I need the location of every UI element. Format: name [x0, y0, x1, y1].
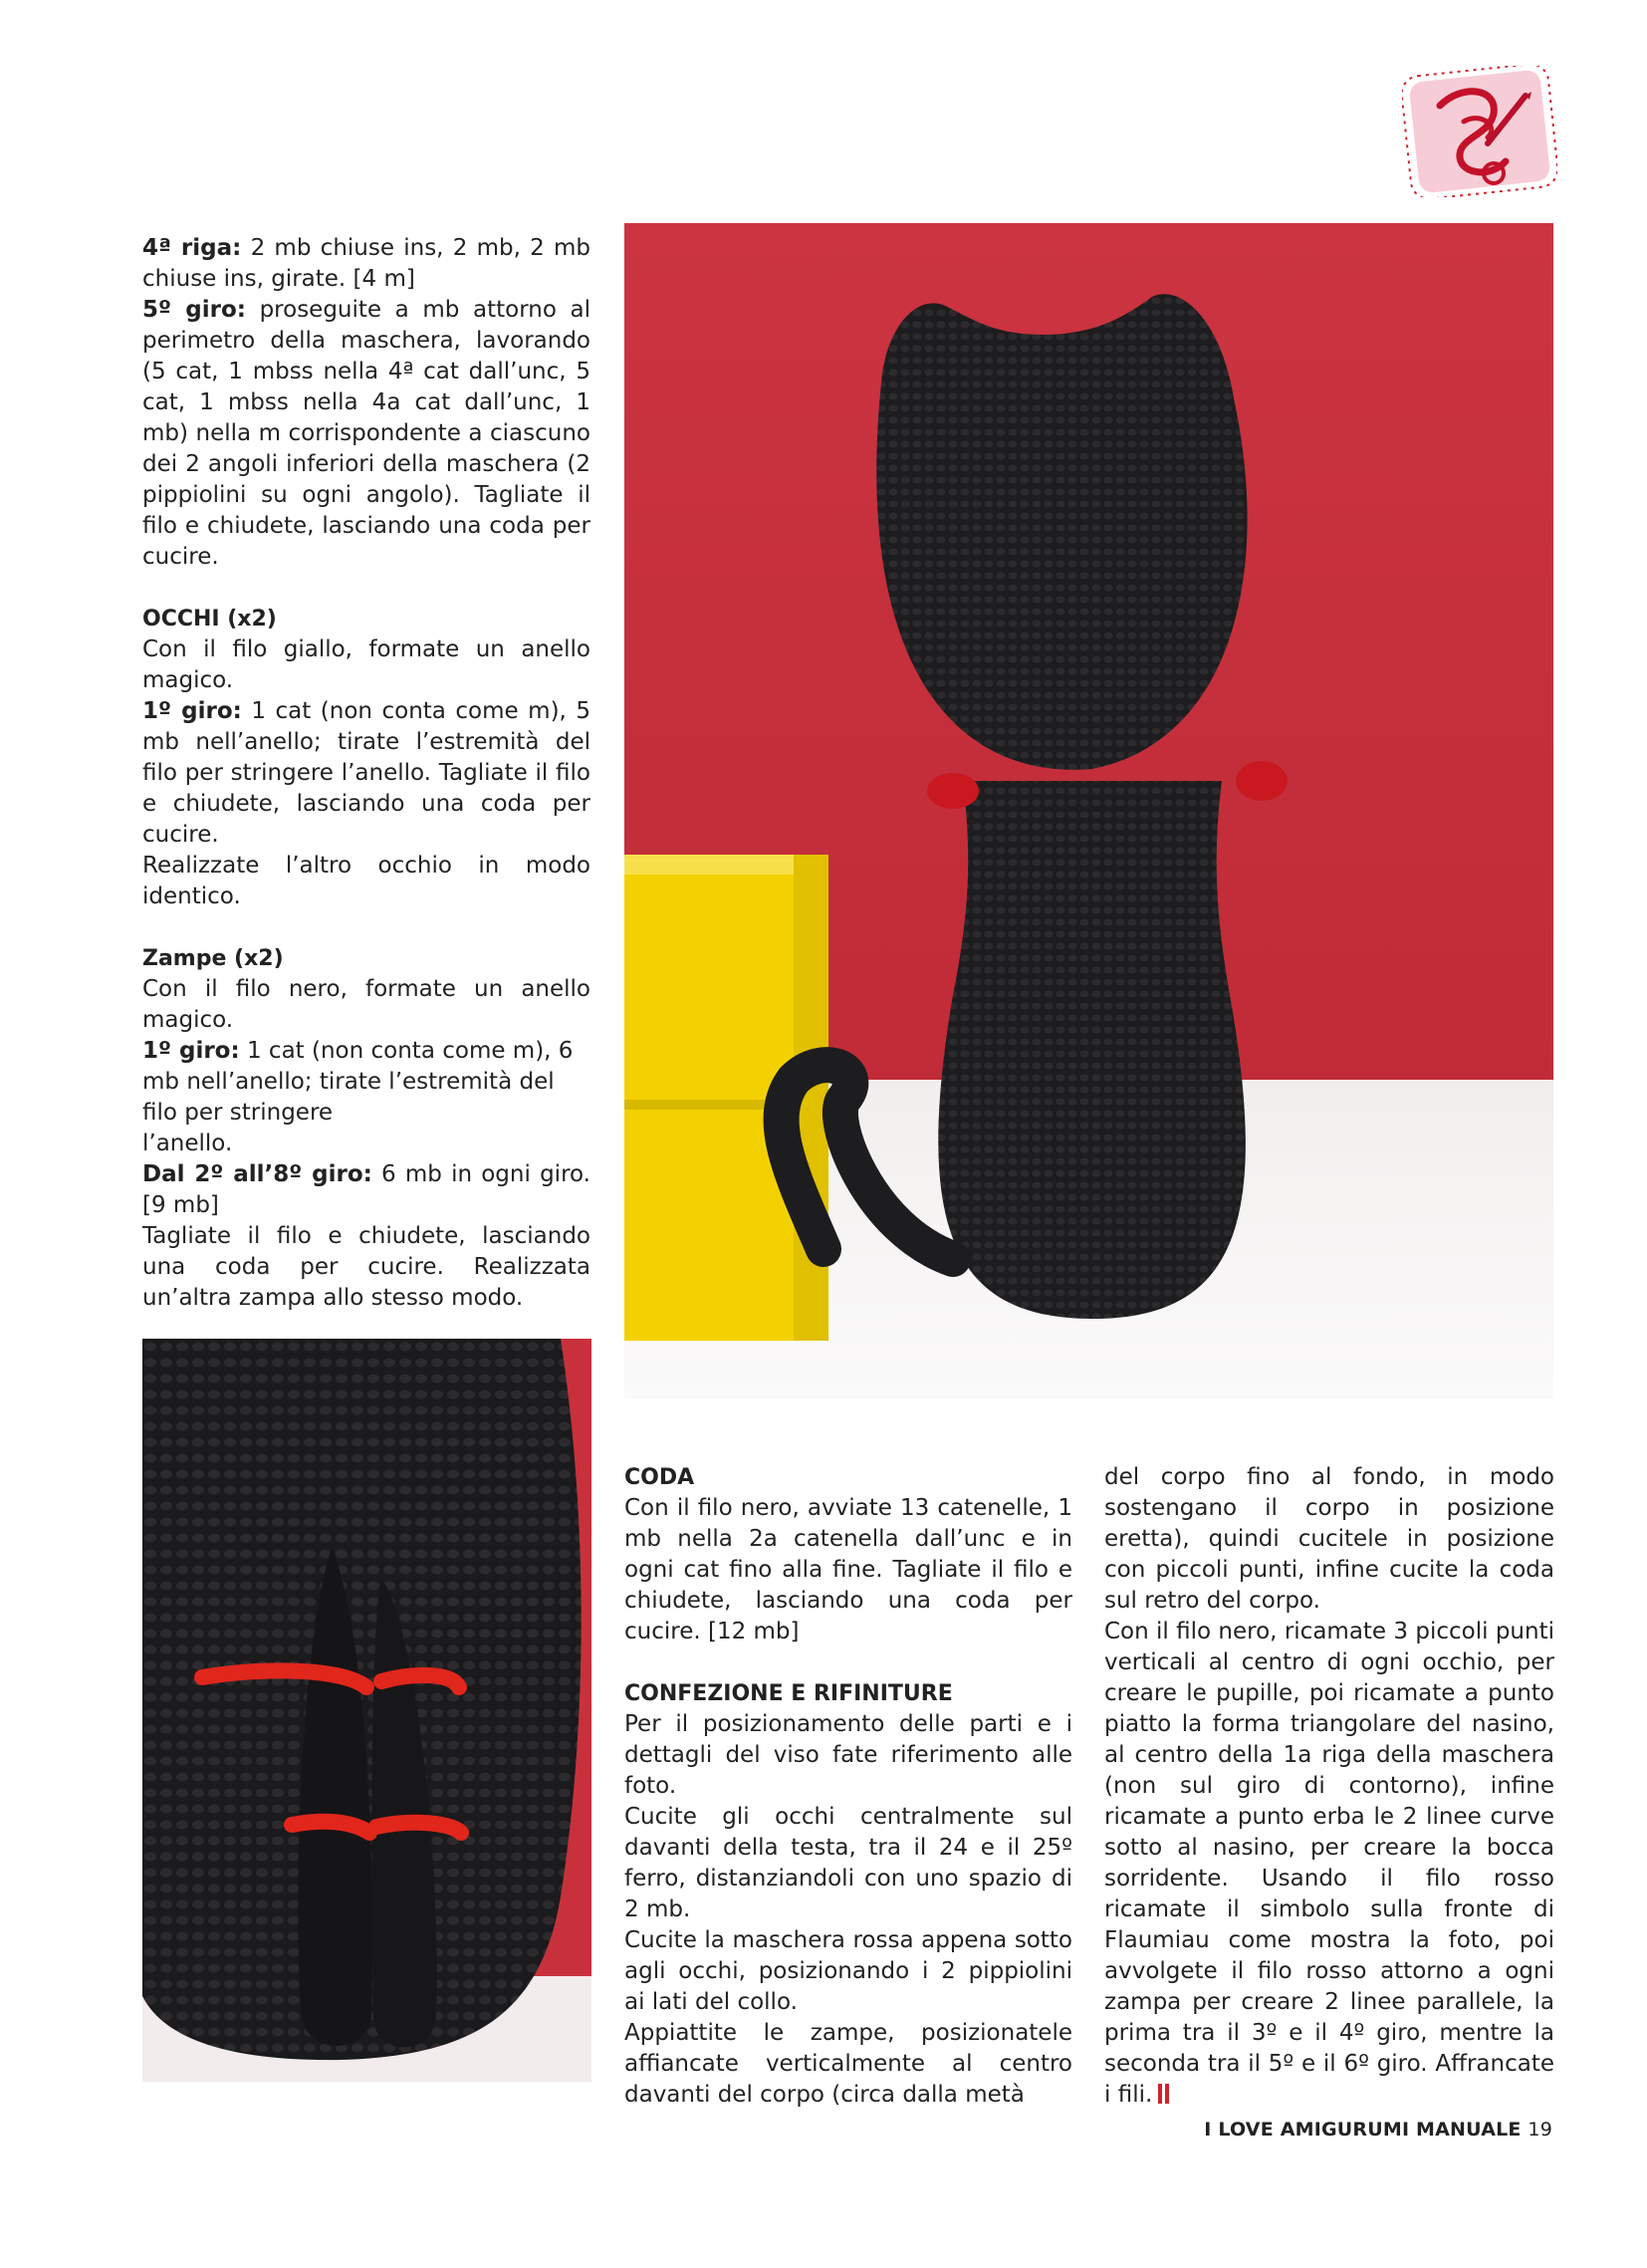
paws-round-2-8 — [142, 1159, 590, 1221]
finishing-p3: Cucite la maschera rossa appena sotto agli occhi, posizionando i 2 pippiolini ai lati del collo. — [624, 1927, 1072, 2015]
round-5-label: 5º giro: — [142, 297, 246, 323]
right-text-column — [1104, 1462, 1554, 2111]
middle-text-column — [624, 1462, 1072, 2111]
finishing-p2: Cucite gli occhi centralmente sul davanti della testa, tra il 24 e il 25º ferro, distanziandoli con uno spazio di 2 mb. — [624, 1804, 1072, 1922]
cat-paws-photo — [142, 1339, 591, 2082]
cat-back-photo — [624, 223, 1553, 1398]
finishing-p6 — [1104, 1617, 1554, 2111]
eyes-end: Realizzate l’altro occhio in modo identico. — [142, 853, 590, 909]
page-number: 19 — [1528, 2119, 1552, 2141]
eyes-heading: OCCHI (x2) — [142, 607, 277, 631]
round-5-instruction — [142, 295, 590, 573]
paws-round-1 — [142, 1036, 590, 1129]
paws-round-2-8-text: 6 mb in ogni giro. [9 mb] — [142, 1161, 590, 1218]
eyes-round-1 — [142, 696, 590, 851]
finishing-p1: Per il posizionamento delle parti e i dettagli del viso fate riferimento alle foto. — [624, 1711, 1072, 1799]
tail-text: Con il filo nero, avviate 13 catenelle, 1 mb nella 2a catenella dall’unc e in ogni cat fino alla fine. Tagliate il filo e chiudete, lasciando una coda per cucire. [12 mb] — [624, 1495, 1072, 1644]
paws-intro: Con il filo nero, formate un anello magico. — [142, 976, 590, 1033]
paws-heading: Zampe (x2) — [142, 946, 284, 971]
cat-back-illustration — [624, 223, 1553, 1398]
row-4-text: 2 mb chiuse ins, 2 mb, 2 mb chiuse ins, girate. [4 m] — [142, 235, 591, 292]
paws-end: Tagliate il filo e chiudete, lasciando una coda per cucire. Realizzata un’altra zampa allo stesso modo. — [142, 1223, 590, 1311]
brand-logo-icon — [1402, 66, 1557, 197]
paws-round-1-label: 1º giro: — [142, 1038, 240, 1064]
row-4-instruction — [142, 233, 590, 295]
paws-round-1-text: 1 cat (non conta come m), 6 mb nell’anello; tirate l’estremità del filo per stringere — [142, 1038, 574, 1126]
left-text-column — [142, 233, 590, 1314]
paws-round-1-cont: l’anello. — [142, 1131, 233, 1156]
eyes-round-1-text: 1 cat (non conta come m), 5 mb nell’anello; tirate l’estremità del filo per stringere l’anello. Tagliate il filo e chiudete, lasciando una coda per cucire. — [142, 698, 590, 848]
finishing-p4: Appiattite le zampe, posizionatele affiancate verticalmente al centro davanti del corpo (circa dalla metà — [624, 2020, 1072, 2108]
page-footer — [1204, 2119, 1552, 2141]
finishing-heading: CONFEZIONE E RIFINITURE — [624, 1681, 953, 1706]
cat-paws-illustration — [142, 1339, 591, 2082]
finishing-p6-text: Con il filo nero, ricamate 3 piccoli punti verticali al centro di ogni occhio, per creare le pupille, poi ricamate a punto piatto la forma triangolare del nasino, al centro della 1a riga della maschera (non sul giro di contorno), infine ricamate a punto erba le 2 linee curve sotto al nasino, per creare la bocca sorridente. Usando il filo rosso ricamate il simbolo sulla fronte di Flaumiau come mostra la foto, poi avvolgete il filo rosso attorno a ogni zampa per creare 2 linee parallele, la prima tra il 3º e il 4º giro, mentre la seconda tra il 5º e il 6º giro. Affrancate i fili. — [1104, 1619, 1554, 2108]
tail-heading: CODA — [624, 1465, 695, 1490]
paws-round-2-8-label: Dal 2º all’8º giro: — [142, 1161, 372, 1187]
eyes-intro: Con il filo giallo, formate un anello magico. — [142, 636, 590, 693]
end-mark-icon — [1158, 2084, 1162, 2104]
magazine-title: I LOVE AMIGURUMI MANUALE — [1204, 2119, 1522, 2141]
round-5-text: proseguite a mb attorno al perimetro della maschera, lavorando (5 cat, 1 mbss nella 4ª cat dall’unc, 5 cat, 1 mbss nella 4a cat dall’unc, 1 mb) nella m corrispondente a ciascuno dei 2 angoli inferiori della maschera (2 pippiolini su ogni angolo). Tagliate il filo e chiudete, lasciando una coda per cucire. — [142, 297, 590, 570]
finishing-p5: del corpo fino al fondo, in modo sostengano il corpo in posizione eretta), quindi cucitele in posizione con piccoli punti, infine cucite la coda sul retro del corpo. — [1104, 1464, 1554, 1614]
row-4-label: 4ª riga: — [142, 235, 242, 261]
eyes-round-1-label: 1º giro: — [142, 698, 242, 724]
